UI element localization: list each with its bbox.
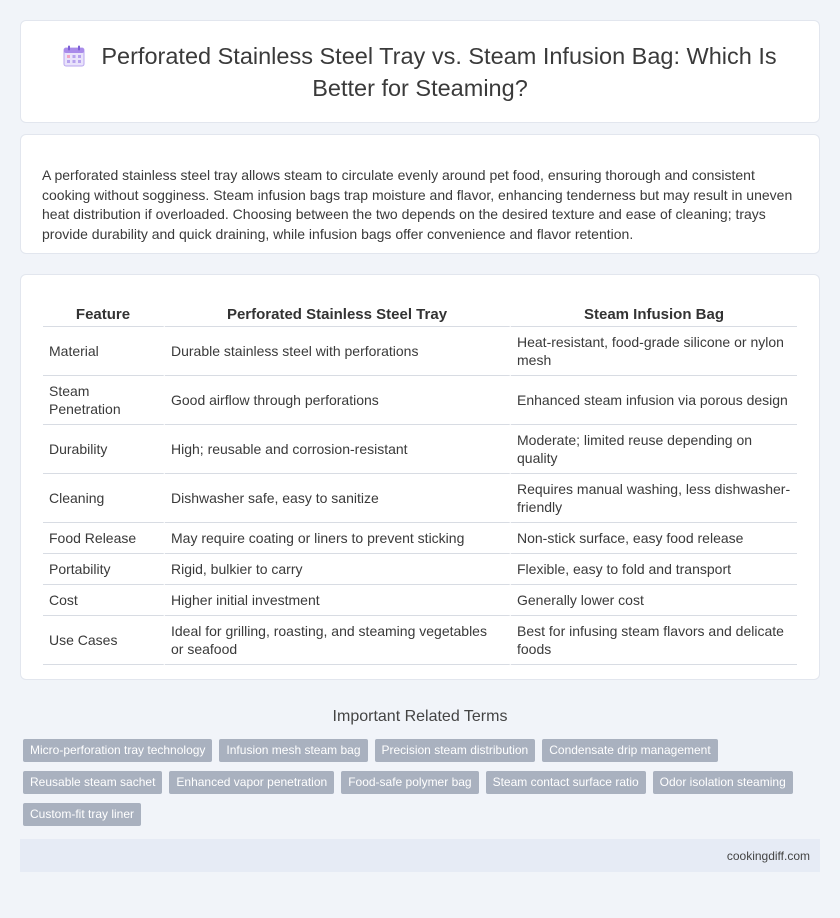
table-row (43, 327, 797, 376)
feature-cell: Durability (43, 425, 165, 474)
bag-cell: Non-stick surface, easy food release (511, 523, 797, 554)
related-term-tag[interactable]: Condensate drip management (542, 739, 717, 762)
related-term-tag[interactable]: Odor isolation steaming (653, 771, 793, 794)
table-row (43, 474, 797, 523)
feature-cell: Use Cases (43, 616, 165, 665)
title-text: Perforated Stainless Steel Tray vs. Steam Infusion Bag: Which Is Better for Steaming? (101, 42, 777, 101)
related-term-tag[interactable]: Steam contact surface ratio (486, 771, 646, 794)
related-term-tag[interactable]: Micro-perforation tray technology (23, 739, 212, 762)
bag-cell: Requires manual washing, less dishwasher-friendly (511, 474, 797, 523)
comparison-table (43, 295, 797, 665)
related-term-tag[interactable]: Precision steam distribution (375, 739, 536, 762)
tray-cell: Ideal for grilling, roasting, and steaming vegetables or seafood (165, 616, 511, 665)
tray-cell: Durable stainless steel with perforations (165, 327, 511, 376)
bag-cell: Flexible, easy to fold and transport (511, 554, 797, 585)
page-title (60, 40, 780, 104)
table-row (43, 376, 797, 425)
feature-cell: Cost (43, 585, 165, 616)
bag-cell: Generally lower cost (511, 585, 797, 616)
table-row (43, 425, 797, 474)
feature-cell: Food Release (43, 523, 165, 554)
related-term-tag[interactable]: Custom-fit tray liner (23, 803, 141, 826)
table-row (43, 523, 797, 554)
bag-cell: Heat-resistant, food-grade silicone or nylon mesh (511, 327, 797, 376)
tray-cell: May require coating or liners to prevent sticking (165, 523, 511, 554)
table-row (43, 585, 797, 616)
table-row (43, 554, 797, 585)
intro-card (20, 134, 820, 254)
related-term-tag[interactable]: Food-safe polymer bag (341, 771, 478, 794)
intro-paragraph: A perforated stainless steel tray allows steam to circulate evenly around pet food, ensuring thorough and consistent cooking without sogginess. Steam infusion bags trap moisture and flavor, enhancing tenderness but may result in uneven heat distribution if overloaded. Choosing between the two depends on the desired texture and ease of cleaning; trays provide durability and quick draining, while infusion bags offer convenience and flavor retention. (42, 167, 793, 242)
bag-cell: Best for infusing steam flavors and delicate foods (511, 616, 797, 665)
column-header-feature: Feature (43, 295, 165, 327)
calendar-icon (63, 45, 85, 67)
related-terms-list (23, 739, 818, 826)
feature-cell: Portability (43, 554, 165, 585)
tray-cell: Rigid, bulkier to carry (165, 554, 511, 585)
comparison-card (20, 274, 820, 680)
column-header-bag: Steam Infusion Bag (511, 295, 797, 327)
bag-cell: Enhanced steam infusion via porous design (511, 376, 797, 425)
tray-cell: Good airflow through perforations (165, 376, 511, 425)
feature-cell: Material (43, 327, 165, 376)
related-terms-heading: Important Related Terms (332, 708, 508, 725)
related-term-tag[interactable]: Enhanced vapor penetration (169, 771, 334, 794)
column-header-tray: Perforated Stainless Steel Tray (165, 295, 511, 327)
tray-cell: High; reusable and corrosion-resistant (165, 425, 511, 474)
footer (20, 839, 820, 872)
footer-site-link[interactable]: cookingdiff.com (726, 848, 810, 863)
tray-cell: Higher initial investment (165, 585, 511, 616)
feature-cell: Cleaning (43, 474, 165, 523)
table-row (43, 616, 797, 665)
bag-cell: Moderate; limited reuse depending on quality (511, 425, 797, 474)
tray-cell: Dishwasher safe, easy to sanitize (165, 474, 511, 523)
related-term-tag[interactable]: Reusable steam sachet (23, 771, 162, 794)
related-term-tag[interactable]: Infusion mesh steam bag (219, 739, 367, 762)
title-card (20, 20, 820, 123)
table-header-row (43, 295, 797, 327)
feature-cell: Steam Penetration (43, 376, 165, 425)
